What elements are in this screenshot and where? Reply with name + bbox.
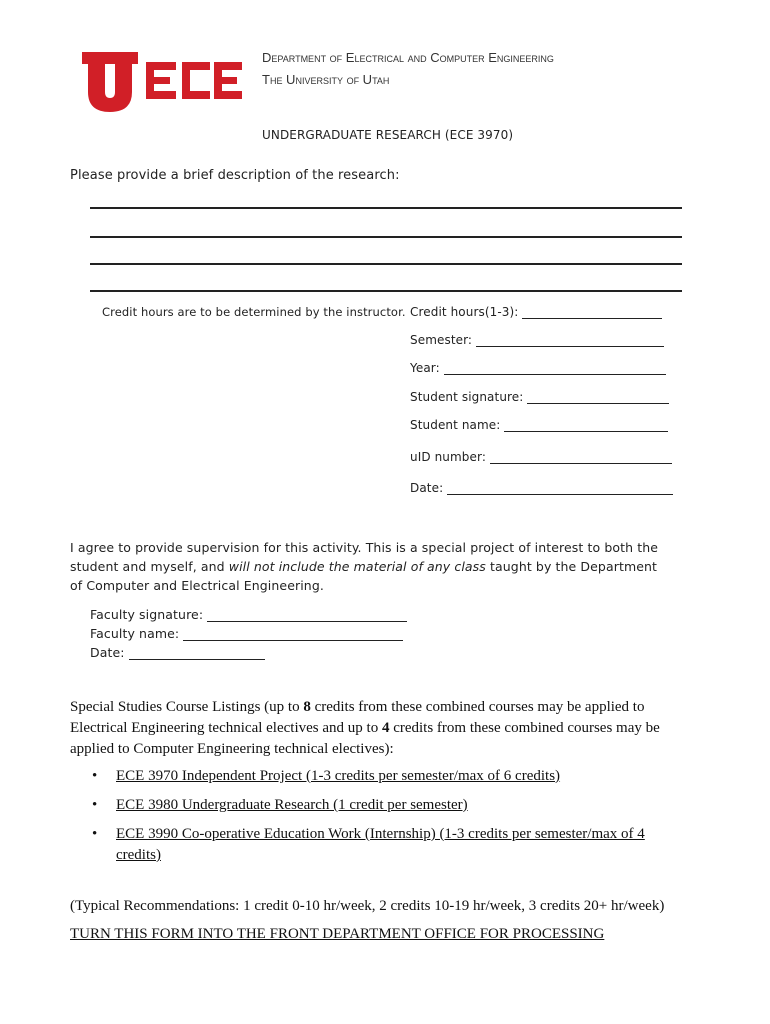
- faculty-name-input[interactable]: [183, 626, 403, 641]
- list-item: [70, 795, 690, 816]
- form-title: UNDERGRADUATE RESEARCH (ECE 3970): [262, 128, 514, 142]
- faculty-name-field: [90, 626, 403, 641]
- student-name-field: [410, 417, 668, 432]
- faculty-date-field: [90, 645, 265, 660]
- year-input[interactable]: [444, 360, 666, 375]
- semester-input[interactable]: [476, 332, 664, 347]
- listings-intro-e: credits from these combined courses may be applied to Computer Engineering technical electives):: [70, 720, 660, 757]
- faculty-signature-field: [90, 607, 407, 622]
- list-item: [70, 824, 690, 866]
- u-logo-icon: [80, 52, 242, 114]
- student-name-label: Student name:: [410, 418, 501, 432]
- course-ece-3980: ECE 3980 Undergraduate Research (1 credit per semester): [116, 797, 468, 813]
- submission-instruction: TURN THIS FORM INTO THE FRONT DEPARTMENT OFFICE FOR PROCESSING: [70, 926, 605, 942]
- list-item: [70, 766, 690, 787]
- bullet-icon: •: [92, 797, 98, 813]
- ce-credit-limit: 4: [381, 720, 390, 736]
- description-line-1[interactable]: [90, 207, 682, 209]
- course-ece-3970: ECE 3970 Independent Project (1-3 credits per semester/max of 6 credits): [116, 768, 561, 784]
- faculty-date-label: Date:: [90, 645, 125, 660]
- description-prompt: Please provide a brief description of the research:: [70, 168, 400, 183]
- bullet-icon: •: [92, 826, 98, 842]
- faculty-signature-input[interactable]: [207, 607, 407, 622]
- agreement-emphasis: will not include the material of any class: [228, 559, 486, 574]
- credit-hours-input[interactable]: [522, 304, 662, 319]
- agreement-text-1: I agree to provide supervision for this activity. This is a special project of interest to both the student and myself, and: [70, 540, 659, 574]
- faculty-name-label: Faculty name:: [90, 626, 180, 641]
- year-label: Year:: [410, 361, 440, 375]
- student-name-input[interactable]: [504, 417, 668, 432]
- course-listings-intro: [70, 697, 690, 760]
- semester-label: Semester:: [410, 333, 473, 347]
- student-signature-field: [410, 389, 669, 404]
- supervision-agreement: [70, 538, 670, 595]
- description-line-3[interactable]: [90, 263, 682, 265]
- year-field: [410, 360, 666, 375]
- credit-hours-field: [410, 304, 662, 319]
- u-ece-logo: [80, 52, 242, 114]
- uid-number-label: uID number:: [410, 450, 486, 464]
- uid-number-input[interactable]: [490, 449, 672, 464]
- course-ece-3990: ECE 3990 Co-operative Education Work (Internship) (1-3 credits per semester/max of 4 credits): [116, 826, 645, 863]
- uid-number-field: [410, 449, 672, 464]
- credit-hours-label: Credit hours(1-3):: [410, 305, 519, 319]
- date-input[interactable]: [447, 480, 673, 495]
- faculty-date-input[interactable]: [129, 645, 265, 660]
- department-name: Department of Electrical and Computer Engineering: [262, 50, 554, 65]
- university-name: The University of Utah: [262, 72, 390, 87]
- student-signature-input[interactable]: [527, 389, 669, 404]
- date-field: [410, 480, 673, 495]
- semester-field: [410, 332, 664, 347]
- bullet-icon: •: [92, 768, 98, 784]
- listings-intro-c: credits from these combined courses may be applied to Electrical Engineering technical electives and up to: [70, 699, 645, 736]
- listings-intro-a: Special Studies Course Listings (up to: [70, 699, 304, 715]
- credit-hours-note: Credit hours are to be determined by the instructor.: [102, 305, 406, 319]
- faculty-signature-label: Faculty signature:: [90, 607, 204, 622]
- description-line-4[interactable]: [90, 290, 682, 292]
- ee-credit-limit: 8: [303, 699, 311, 715]
- date-label: Date:: [410, 481, 444, 495]
- description-line-2[interactable]: [90, 236, 682, 238]
- agreement-text-2: taught by the Department of Computer and Electrical Engineering.: [70, 559, 658, 593]
- student-signature-label: Student signature:: [410, 390, 524, 404]
- course-list: [70, 766, 690, 874]
- typical-recommendations: (Typical Recommendations: 1 credit 0-10 hr/week, 2 credits 10-19 hr/week, 3 credits 20+ hr/week): [70, 898, 665, 914]
